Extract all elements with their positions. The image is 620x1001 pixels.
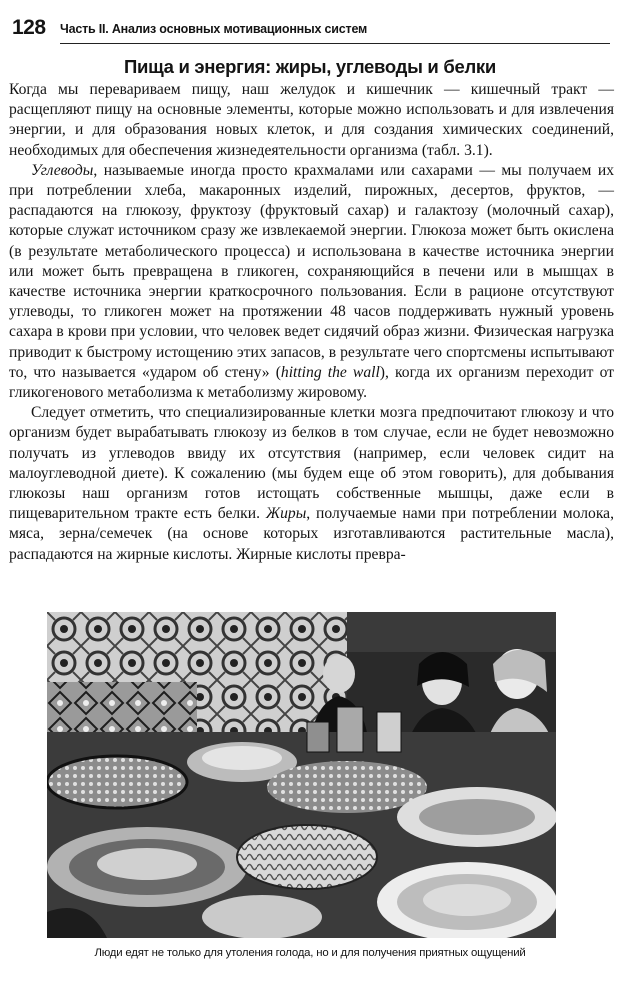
paragraph-glucose-fats — [9, 403, 614, 565]
term-fats: Жиры — [265, 505, 307, 523]
figure-caption: Люди едят не только для утоления голода, но и для получения приятных ощущений — [94, 947, 526, 959]
fats-text: , получаемые нами при потреблении молока, мяса, зерна/семечек (на основе которых изготавливаются растительные масла), распадаются на жирные кислоты. Жирные кислоты превра- — [9, 505, 615, 563]
page-number: 128 — [12, 16, 46, 39]
section-title: Пища и энергия: жиры, углеводы и белки — [124, 56, 496, 77]
feast-photo-illustration — [47, 612, 556, 938]
term-hitting-the-wall: hitting the wall — [280, 363, 380, 381]
running-head: Часть II. Анализ основных мотивационных систем — [60, 22, 368, 36]
paragraph-intro: Когда мы перевариваем пищу, наш желудок и кишечник — кишечный тракт — расщепляют пищу на основные элементы, которые можно использовать и для извлечения энергии, и для образования новых клеток, и для создания химических соединений, необходимых для обеспечения жизнедеятельности организма (табл. 3.1). — [9, 81, 614, 159]
term-carbohydrates: Углеводы — [31, 161, 94, 179]
carbohydrates-text: , называемые иногда просто крахмалами или сахарами — мы получаем их при потреблении хлеба, макаронных изделий, пирожных, десертов, фруктов, — распадаются на глюкозу, фруктозу (фруктовый сахар) и галактозу (молочный сахар), которые служат источником сразу же извлекаемой энергии. Глюкоза может быть окислена (в результате метаболического процесса) и использована в качестве источника энергии или может быть превращена в гликоген, сохраняющийся в печени или в мышцах в качестве источника энергии краткосрочного пользования. Если в рационе отсутствуют углеводы, то гликоген может на протяжении 48 часов поддерживать нужный уровень сахара в крови при условии, что человек ведет сидячий образ жизни. Физическая нагрузка приводит к быстрому истощению этих запасов, в результате чего спортсмены испытывают то, что называется «ударом об стену» ( — [9, 161, 614, 381]
feast-photo — [47, 612, 556, 938]
body-text — [9, 80, 614, 565]
carbohydrates-text-end: ), когда их организм переходит от гликогенового метаболизма к метаболизму жировому. — [9, 363, 614, 402]
page-header — [12, 10, 610, 44]
header-rule — [60, 43, 610, 44]
glucose-text: Следует отметить, что специализированные клетки мозга предпочитают глюкозу и что организм будет вырабатывать глюкозу из белков в том случае, если не будет невозможно получать из углеводов ввиду их отсутствия (например, если человек сидит на малоуглеводной диете). К сожалению (мы будем еще об этом говорить), для добывания глюкозы наш организм готов истощать собственные мышцы, даже если в пищеварительном тракте есть белки. — [9, 404, 614, 523]
paragraph-carbohydrates — [9, 161, 614, 403]
